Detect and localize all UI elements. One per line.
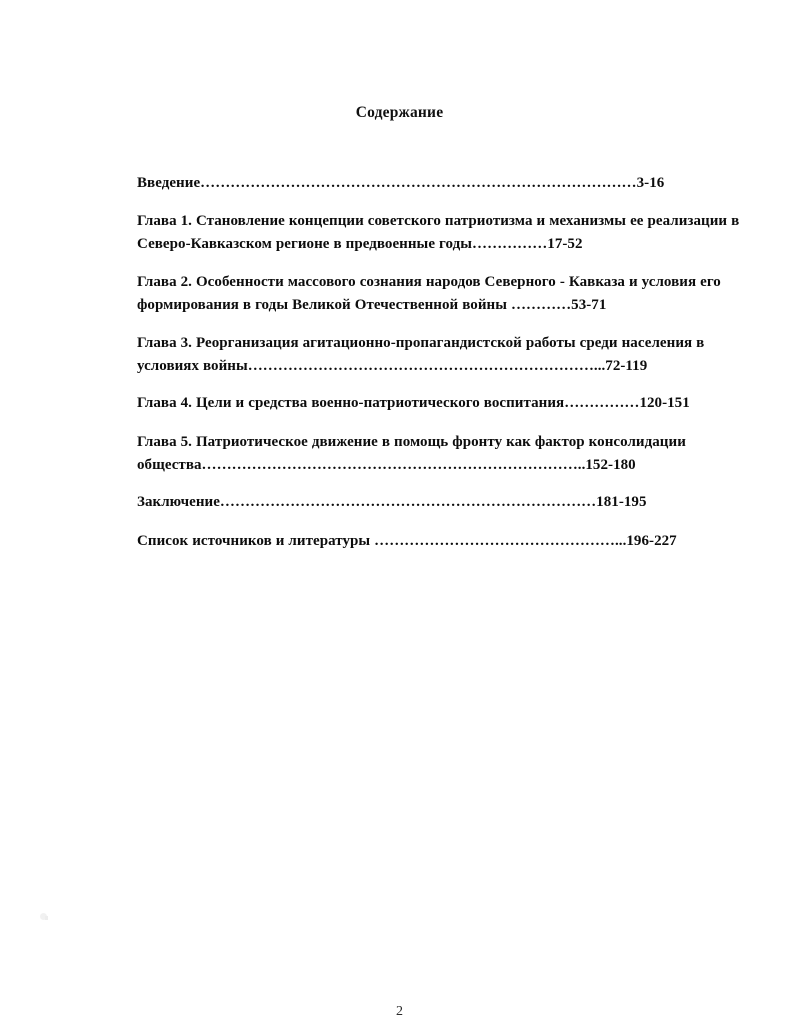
scan-artifact-secondary <box>45 916 48 920</box>
toc-entry-glava-1[interactable]: Глава 1. Становление концепции советского патриотизма и механизмы ее реализации в Северо-Кавказском регионе в предвоенные годы……………17-52 <box>137 213 740 252</box>
toc-entry-glava-5[interactable]: Глава 5. Патриотическое движение в помощь фронту как фактор консолидации общества…………………………………………………………………..152-180 <box>137 434 686 473</box>
toc-entry-glava-3[interactable]: Глава 3. Реорганизация агитационно-пропагандистской работы среди населения в условиях войны……………………………………………………………...72-119 <box>137 335 705 374</box>
toc-entry-glava-2[interactable]: Глава 2. Особенности массового сознания народов Северного - Кавказа и условия его формирования в годы Великой Отечественной войны …………53-71 <box>137 274 721 313</box>
toc-entry-glava-4[interactable]: Глава 4. Цели и средства военно-патриотического воспитания……………120-151 <box>137 395 690 411</box>
page-title: Содержание <box>355 104 444 121</box>
toc-entry-zaklyuchenie[interactable]: Заключение…………………………………………………………………181-195 <box>137 494 647 510</box>
table-of-contents <box>137 172 745 552</box>
page-number: 2 <box>396 1004 403 1019</box>
toc-entry-spisok-istochnikov[interactable]: Список источников и литературы …………………………………………...196-227 <box>137 533 677 549</box>
toc-entry-vvedenie[interactable]: Введение……………………………………………………………………………3-16 <box>137 175 665 191</box>
